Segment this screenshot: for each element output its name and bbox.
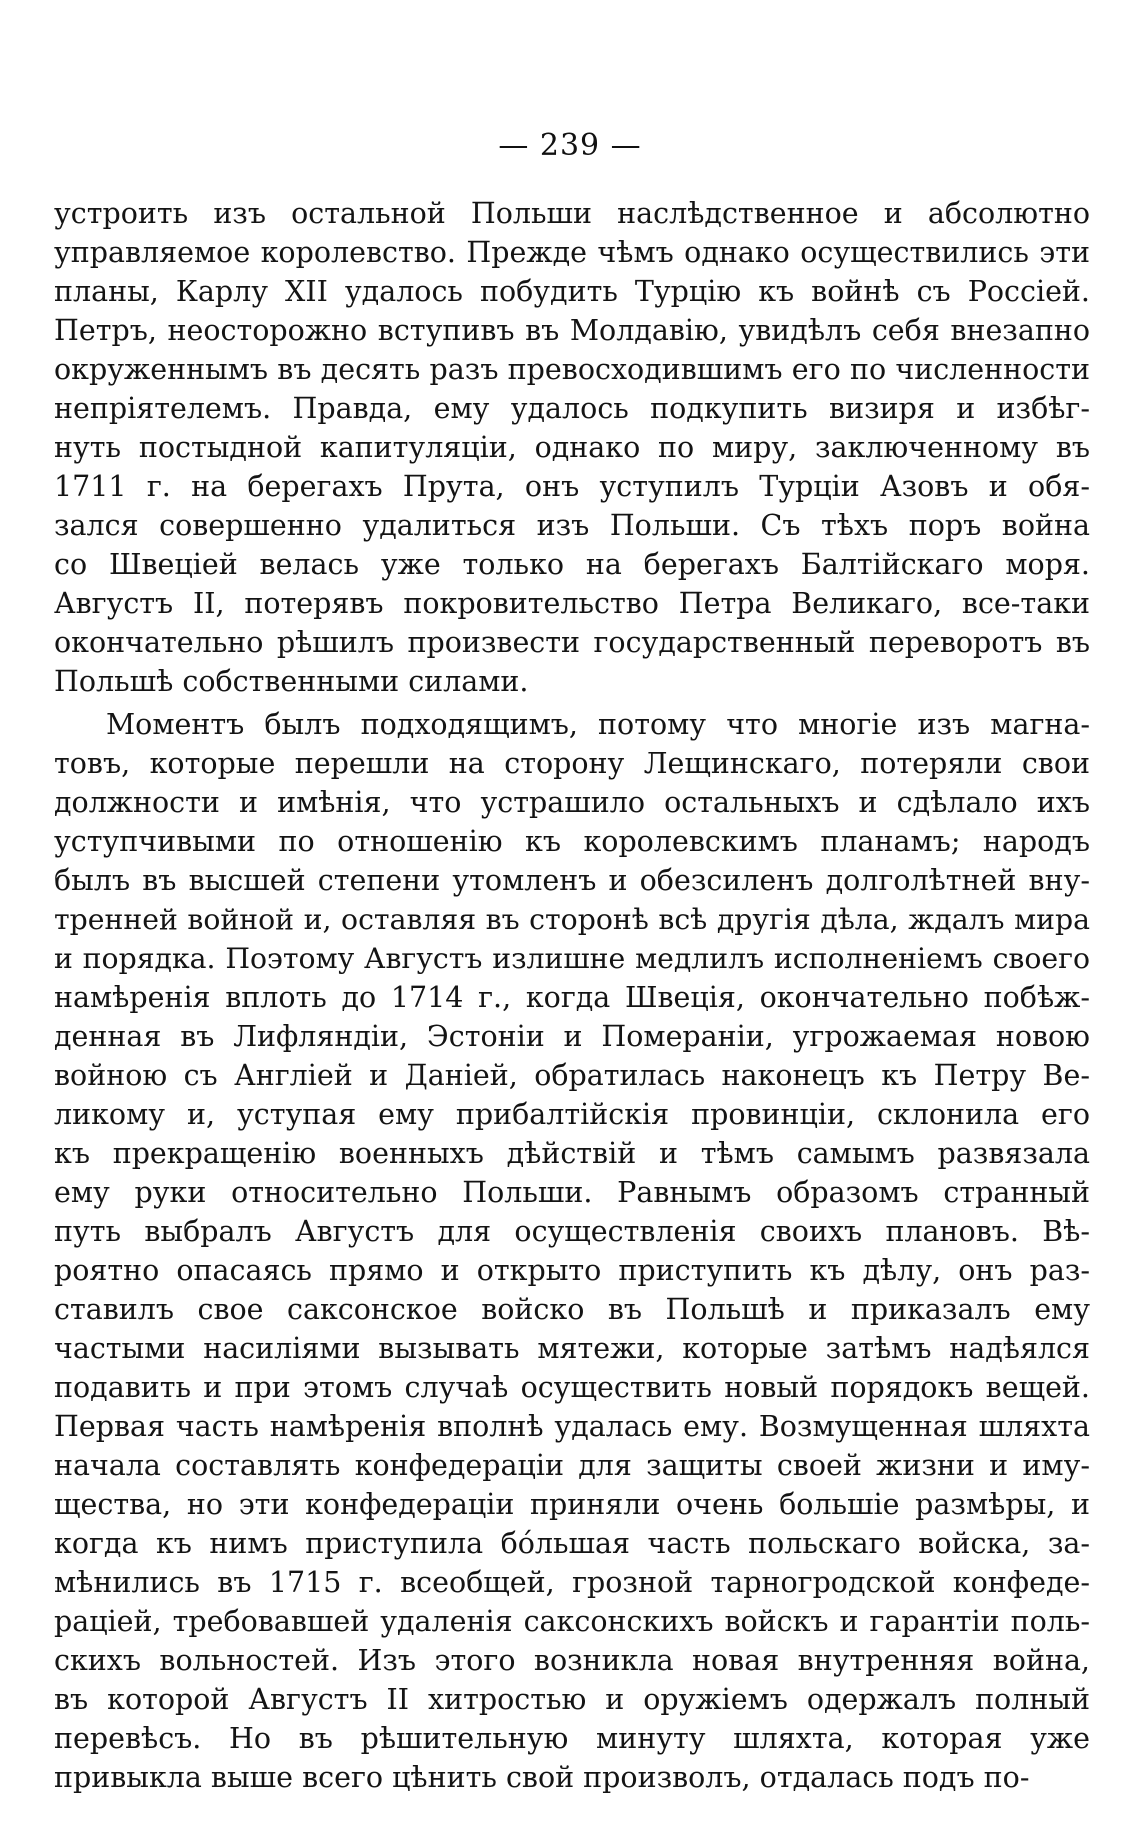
text-line: былъ въ высшей степени утомленъ и обезсиленъ долголѣтней вну- (54, 864, 1090, 897)
text-line: зался совершенно удалиться изъ Польши. Съ тѣхъ поръ война (54, 509, 1090, 542)
text-line: должности и имѣнія, что устрашило остальныхъ и сдѣлало ихъ (54, 786, 1090, 819)
text-line: Польшѣ собственными силами. (54, 665, 529, 698)
text-line: начала составлять конфедераціи для защиты своей жизни и иму- (54, 1449, 1090, 1482)
text-line: Моментъ былъ подходящимъ, потому что многіе изъ магна- (106, 708, 1090, 741)
text-line: частыми насиліями вызывать мятежи, которые затѣмъ надѣялся (54, 1332, 1090, 1365)
text-line: устроить изъ остальной Польши наслѣдственное и абсолютно (54, 197, 1090, 230)
text-line: намѣренія вплоть до 1714 г., когда Швеція, окончательно побѣж- (54, 981, 1090, 1014)
text-line: планы, Карлу XII удалось побудить Турцію къ войнѣ съ Россіей. (54, 275, 1090, 308)
paragraph (54, 705, 1090, 1797)
text-line: къ прекращенію военныхъ дѣйствій и тѣмъ самымъ развязала (54, 1137, 1090, 1170)
text-line: подавить и при этомъ случаѣ осуществить новый порядокъ вещей. (54, 1371, 1090, 1404)
text-line: скихъ вольностей. Изъ этого возникла новая внутренняя война, (54, 1644, 1090, 1677)
text-line: привыкла выше всего цѣнить свой произволъ, отдалась подъ по- (54, 1761, 1030, 1794)
text-line: въ которой Августъ II хитростью и оружіемъ одержалъ полный (54, 1683, 1090, 1716)
text-line: ликому и, уступая ему прибалтійскія провинціи, склонила его (54, 1098, 1090, 1131)
text-line: товъ, которые перешли на сторону Лещинскаго, потеряли свои (54, 747, 1090, 780)
text-line: щества, но эти конфедераціи приняли очень большіе размѣры, и (54, 1488, 1090, 1521)
text-line: мѣнились въ 1715 г. всеобщей, грозной тарногродской конфеде- (54, 1566, 1090, 1599)
text-line: ему руки относительно Польши. Равнымъ образомъ странный (54, 1176, 1090, 1209)
text-line: окруженнымъ въ десять разъ превосходившимъ его по численности (54, 353, 1090, 386)
text-line: когда къ нимъ приступила бо́льшая часть польскаго войска, за- (54, 1527, 1090, 1560)
body-text (54, 194, 1090, 1797)
text-line: войною съ Англіей и Даніей, обратилась наконецъ къ Петру Ве- (54, 1059, 1090, 1092)
text-line: путь выбралъ Августъ для осуществленія своихъ плановъ. Вѣ- (54, 1215, 1090, 1248)
text-line: и порядка. Поэтому Августъ излишне медлилъ исполненіемъ своего (54, 942, 1090, 975)
text-line: тренней войной и, оставляя въ сторонѣ всѣ другія дѣла, ждалъ мира (54, 903, 1090, 936)
text-line: роятно опасаясь прямо и открыто приступить къ дѣлу, онъ раз- (54, 1254, 1090, 1287)
text-line: уступчивыми по отношенію къ королевскимъ планамъ; народъ (54, 825, 1090, 858)
page-number: — 239 — (498, 128, 642, 163)
text-line: раціей, требовавшей удаленія саксонскихъ войскъ и гарантіи поль- (54, 1605, 1090, 1638)
text-line: со Швеціей велась уже только на берегахъ Балтійскаго моря. (54, 548, 1090, 581)
paragraph (54, 194, 1090, 701)
text-line: Петръ, неосторожно вступивъ въ Молдавію, увидѣлъ себя внезапно (54, 314, 1090, 347)
text-line: управляемое королевство. Прежде чѣмъ однако осуществились эти (54, 236, 1090, 269)
text-line: денная въ Лифляндіи, Эстоніи и Помераніи, угрожаемая новою (54, 1020, 1090, 1053)
text-line: ставилъ свое саксонское войско въ Польшѣ и приказалъ ему (54, 1293, 1090, 1326)
text-line: Первая часть намѣренія вполнѣ удалась ему. Возмущенная шляхта (54, 1410, 1090, 1443)
text-line: 1711 г. на берегахъ Прута, онъ уступилъ Турціи Азовъ и обя- (54, 470, 1090, 503)
text-line: перевѣсъ. Но въ рѣшительную минуту шляхта, которая уже (54, 1722, 1090, 1755)
text-line: окончательно рѣшилъ произвести государственный переворотъ въ (54, 626, 1090, 659)
text-line: нуть постыдной капитуляціи, однако по миру, заключенному въ (54, 431, 1090, 464)
text-line: Августъ II, потерявъ покровительство Петра Великаго, все-таки (54, 587, 1090, 620)
text-line: непріятелемъ. Правда, ему удалось подкупить визиря и избѣг- (54, 392, 1090, 425)
